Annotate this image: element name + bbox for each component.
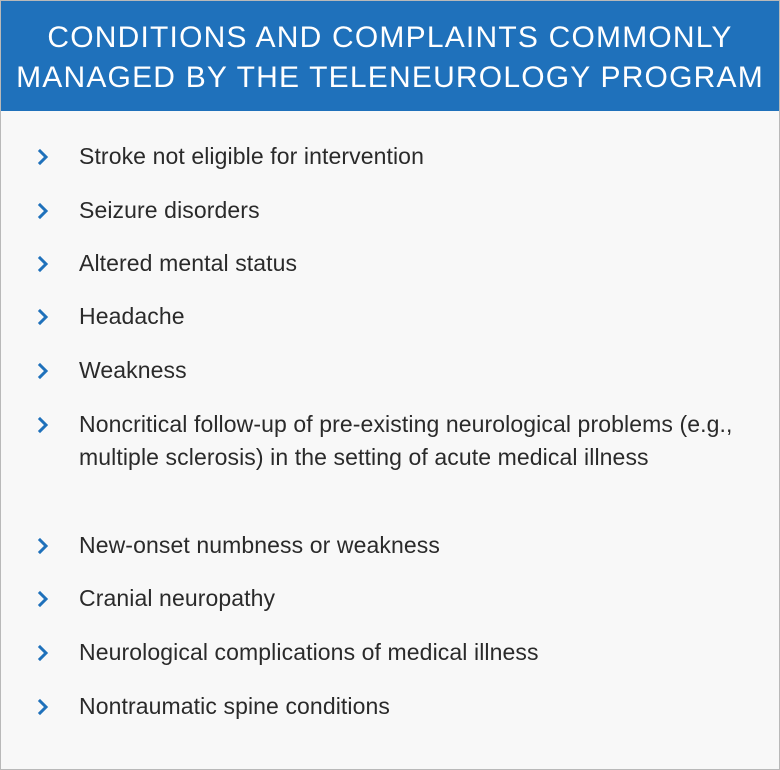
chevron-right-icon bbox=[35, 201, 51, 221]
list-item-text: Altered mental status bbox=[79, 250, 298, 276]
list-item-text: Stroke not eligible for intervention bbox=[79, 143, 424, 169]
header-title-line-1: CONDITIONS AND COMPLAINTS COMMONLY bbox=[47, 21, 733, 54]
list-item-text: Headache bbox=[79, 303, 185, 329]
chevron-right-icon bbox=[35, 147, 51, 167]
list-item-text: Cranial neuropathy bbox=[79, 585, 276, 611]
list-item-text: Neurological complications of medical illness bbox=[79, 639, 539, 665]
chevron-right-icon bbox=[35, 254, 51, 274]
chevron-right-icon bbox=[35, 536, 51, 556]
list-item-text: Seizure disorders bbox=[79, 197, 260, 223]
list-item-text: Weakness bbox=[79, 357, 187, 383]
chevron-right-icon bbox=[35, 361, 51, 381]
chevron-right-icon bbox=[35, 643, 51, 663]
chevron-right-icon bbox=[35, 589, 51, 609]
chevron-right-icon bbox=[35, 697, 51, 717]
list-item-text: New-onset numbness or weakness bbox=[79, 532, 440, 558]
list-item-text: Nontraumatic spine conditions bbox=[79, 693, 391, 719]
chevron-right-icon bbox=[35, 307, 51, 327]
header-title-line-2: MANAGED BY THE TELENEUROLOGY PROGRAM bbox=[16, 61, 764, 94]
panel-header bbox=[1, 1, 779, 111]
list-item-text: Noncritical follow-up of pre-existing neurological problems (e.g., multiple sclerosis) in the setting of acute medical illness bbox=[79, 411, 733, 470]
chevron-right-icon bbox=[35, 415, 51, 435]
